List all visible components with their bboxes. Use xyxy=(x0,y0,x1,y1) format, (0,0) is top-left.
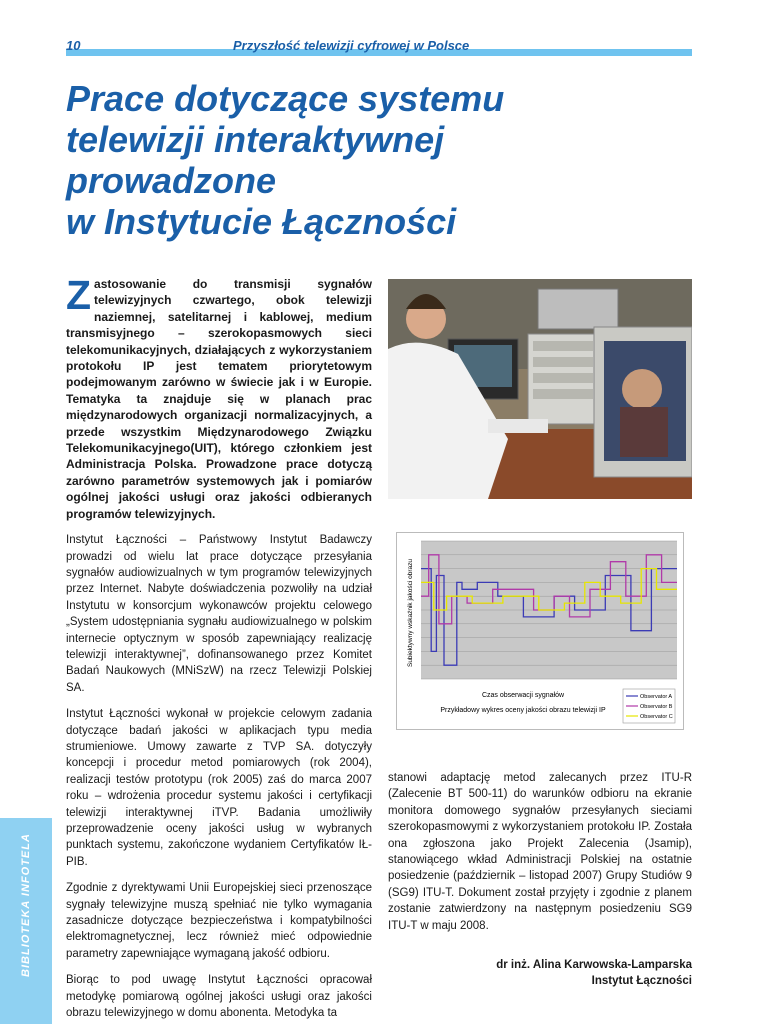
dropcap: Z xyxy=(66,272,92,318)
chart-title: Przykładowy wykres oceny jakości obrazu telewizji IP xyxy=(440,707,606,714)
left-column xyxy=(66,272,372,1031)
running-title: Przyszłość telewizji cyfrowej w Polsce xyxy=(233,38,470,53)
legend-label: Observator A xyxy=(640,694,673,700)
author-affiliation: Instytut Łączności xyxy=(591,975,692,987)
author-signature xyxy=(388,957,692,989)
y-axis-label: Subiektywny wskaźnik jakości obrazu xyxy=(407,558,414,668)
right-column-paragraph: stanowi adaptację metod zalecanych przez ITU-R (Zalecenie BT 500-11) do warunków odbioru na ekranie monitora domowego sygnałów przesyłanych sieciami szerokopasmowymi z wykorzystaniem protokołu IP. Została ona zgłoszona jako Projekt Zalecenia (Jsamip), stanowiącego wkład Administracji Polskiej na ostatnie posiedzenie (październik – listopad 2007) Grupy Studiów 9 (SG9) ITU-T. Dokument został przyjęty i zgodnie z planem zostanie zatwierdzony na następnym posiedzeniu SG9 ITU-T w maju 2008. xyxy=(388,772,692,932)
right-column xyxy=(388,770,692,944)
lead-text: astosowanie do transmisji sygnałów telewizyjnych czwartego, obok telewizji naziemnej, satelitarnej i kablowej, medium transmisyjnego – szerokopasmowych sieci telekomunikacyjnych, działających z wykorzystaniem protokołu IP jest tematem priorytetowym podejmowanym zarówno w świecie jak i w Europie. Tematyka ta znajduje się w planach prac międzynarodowych organizacji normalizacyjnych, a przede wszystkim Międzynarodowego Związku Telekomunikacyjnego(UIT), którego członkiem jest Administracja Polska. Prowadzone prace dotyczą zarówno parametrów systemowych jak i pomiarów ogólnej jakości usługi oraz jakości odbieranych programów telewizyjnych. xyxy=(66,277,372,521)
lab-photo-illustration xyxy=(388,279,692,499)
x-axis-label: Czas obserwacji sygnałów xyxy=(481,692,565,699)
page-number: 10 xyxy=(66,38,81,53)
body-paragraph: Zgodnie z dyrektywami Unii Europejskiej sieci przenoszące sygnały telewizyjne muszą spełniać nie tylko wymagania zasadnicze dotyczące bezpieczeństwa i kompatybilności elektromagnetycznej, lecz również mieć odpowiednie parametry zapewniające wymaganą jakość odbioru. xyxy=(66,882,372,960)
article-title: Prace dotyczące systemu telewizji interaktywnej prowadzone w Instytucie Łączności xyxy=(66,78,505,242)
chart-legend xyxy=(623,689,675,723)
legend-label: Observator C xyxy=(640,714,673,720)
body-paragraph: Biorąc to pod uwagę Instytut Łączności opracował metodykę pomiarową ogólnej jakości usługi oraz jakości obrazu telewizyjnego w domu abonenta. Metodyka ta xyxy=(66,974,372,1020)
quality-chart xyxy=(396,532,684,730)
lead-paragraph xyxy=(66,272,372,522)
body-paragraph: Instytut Łączności wykonał w projekcie celowym zadania dotyczące badań jakości w aplikacjach typu media strumieniowe. Umowy zawarte z TVP SA. dotyczyły koncepcji i procedur metod pomiarowych (rok 2004), realizacji testów prototypu (rok 2005) zaś do marca 2007 roku – wdrożenia procedur systemu jakości i certyfikacji telewizji interaktywnej iTVP. Badania umożliwiły przeprowadzenie oceny jakości usług w wybranych punktach systemu, zakończone wydaniem Certyfikatów IŁ-PIB. xyxy=(66,708,372,868)
sidebar-label: BIBLIOTEKA INFOTELA xyxy=(20,833,32,977)
lab-photo xyxy=(388,279,692,499)
author-name: dr inż. Alina Karwowska-Lamparska xyxy=(496,959,692,971)
body-paragraph: Instytut Łączności – Państwowy Instytut Badawczy prowadzi od wielu lat prace dotyczące przesyłania sygnałów audiowizualnych w tym programów telewizyjnych przez Internet. Nabyte doświadczenia pozwoliły na udział Instytutu w konsorcjum wykonawców projektu celowego „System udostępniania sygnału audiowizualnego w polskim internecie optycznym w sposób zapewniający realizację telewizji interaktywnej”, dofinansowanego przez Komitet Badań Naukowych (MNiSzW) na rzecz Telewizji Polskiej SA. xyxy=(66,534,372,694)
legend-label: Observator B xyxy=(640,704,673,710)
quality-chart-svg xyxy=(397,533,683,729)
